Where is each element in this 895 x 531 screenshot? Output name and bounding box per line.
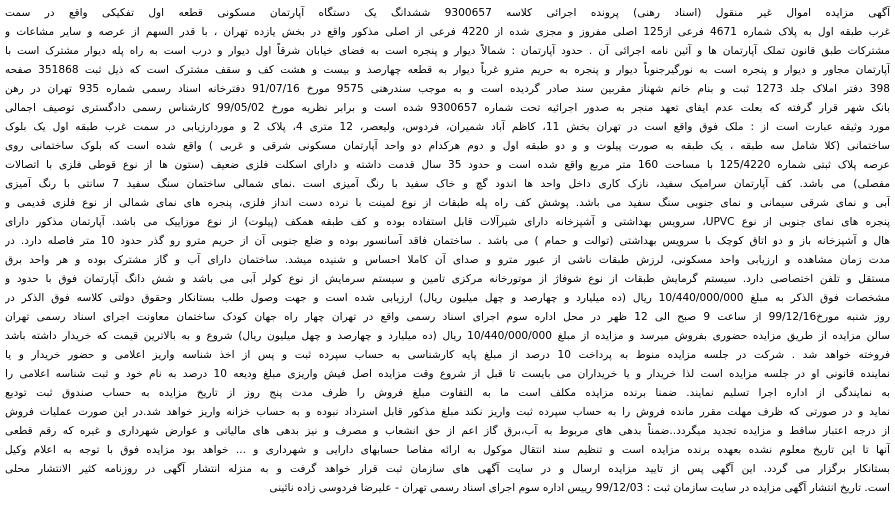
notice-line: آنها تا این تاریخ معلوم نشده بعهده برنده مزایده است و تنظیم سند انتقال موکول به ارائه مفاصا حسابهای دارایی و شهرداری و ... خواهد بود مزایده فوق با توجه به اعلام وکیل [5,444,890,456]
auction-notice-text [5,0,890,498]
notice-line: نماید و در صورتی که ظرف مهلت مقرر مانده فروش را به حساب سپرده ثبت واریز نکند مبلغ مذکور قابل استرداد نبوده و به حساب خزانه واریز خواهد شد.در این صورت عملیات فروش [5,406,890,418]
notice-line: ساختمانی (کلا شامل سه طبقه ، یک طبقه به صورت پیلوت و و دو طبقه اول و دوم هرکدام دو واحد آپارتمان مسکونی شرقی و غربی ) واقع شده است که بلوک ساختمانی روی [5,140,890,152]
notice-line: مفصلی) می باشد. کف آپارتمان سرامیک سفید، نازک کاری داخل واحد ها اندود گچ و خاک سفید با رنگ آمیزی است .نمای شمالی ساختمان سنگ سفید 7 سانتی با رنگ آمیزی [5,178,890,190]
notice-line: از درجه اعتبار ساقط و مزایده تجدید میگردد..ضمناً بدهی های مربوط به آب،برق گاز اعم از حق انشعاب و مصرف و نیز بدهی های مالیاتی و عوارض شهرداری و غیره که رقم قطعی [5,425,890,437]
notice-line: مدت زمان مشاهده و ارزیابی واحد مسکونی، لرزش طبقات ناشی از عبور مترو و صدای آن کاملا احساس و شنیده میشد. ساختمان دارای آب و گاز مشترک بوده و هر واحد برق [5,254,890,266]
notice-line-last: است. تاریخ انتشار آگهی مزایده در سایت سازمان ثبت : 99/12/03 رییس اداره سوم اجرای اسناد رسمی تهران - علیرضا فردوسی زاده نائینی [269,482,890,494]
notice-line: غرب طبقه اول به پلاک شماره 4671 فرعی از125 اصلی مفروز و مجزی شده از 4220 فرعی از اصلی مذکور واقع در بخش یازده تهران ، با قدر السهم از عرصه و سایر مشاعات و [5,26,890,38]
notice-line: مورد وثیقه عبارت است از : ملک فوق واقع است در تهران بخش 11، کاظم آباد شمیران، فردوس، ولیعصر، 12 متری 4، پلاک 2 و موردارزیابی در سمت غرب طبقه اول یک بلوک [5,121,890,133]
notice-line: فروخته خواهد شد . شرکت در جلسه مزایده منوط به پرداخت 10 درصد از مبلغ پایه کارشناسی به حساب سپرده ثبت و پس از اخذ شناسه واریز اعلامی و حضور خریدار و یا [5,349,890,361]
notice-line: آپارتمان مجاور و دیوار و پنجره است به نورگیرجنوباً دیوار و پنجره به حریم مترو غرباً دیوار به قطعه چهارصد و بیست و هشت کف و سقف مشترک است که ذیل ثبت 351868 صفحه [5,64,890,76]
notice-line: مشخصات فوق الذکر به مبلغ 10/440/000/000 ریال (ده میلیارد و چهارصد و چهل میلیون ریال) ارزیابی شده است و جهت وصول طلب بستانکار وحقوق دولتی کلاسه فوق الذکر در [5,292,890,304]
notice-line: آگهی مزایده اموال غیر منقول (اسناد رهنی) پرونده اجرائی کلاسه 9300657 ششدانگ یک دستگاه آپارتمان مسکونی قطعه اول تفکیکی واقع در سمت [5,7,890,19]
notice-line: مستقل و تلفن اختصاصی دارد. سیستم گرمایش طبقات از نوع شوفاژ از موتورخانه مرکزی تامین و سیستم سرمایش از نوع کولر آبی می باشد و شش دانگ آپارتمان فوق با حدود و [5,273,890,285]
notice-line: بستانکار برگزار می گردد. این آگهی پس از تایید مزایده ارسال و در سایت آگهی های سازمان ثبت قرار خواهد گرفت و به منزله انتشار آگهی در روزنامه کثیر الانتشار محلی [5,463,890,475]
notice-line: عرصه پلاک ثبتی شماره 125/4220 با مساحت 160 متر مربع واقع شده است و حدود 35 سال قدمت داشته و دارای اسکلت فلزی ضعیف (ستون ها از نوع قوطی فلزی با اتصالات [5,159,890,171]
notice-line: پنجره های نمای جنوبی از نوع UPVC، سرویس بهداشتی و آشپزخانه دارای شیرآلات قابل استفاده بوده و کف طبقه همکف (پیلوت) از نوع موزاییک می باشد. آپارتمان مذکور دارای [5,216,890,228]
notice-line: هال و آشپزخانه باز و دو اتاق کوچک با سرویس بهداشتی (توالت و حمام ) می باشد . ساختمان فاقد آسانسور بوده و ضلع جنوبی آن از حریم مترو رو گذر حدود 10 متر فاصله دارد. در [5,235,890,247]
notice-line: آبی و نمای شرقی سیمانی و نمای جنوبی سنگ سفید می باشد. پوشش کف راه پله طبقات از نوع لمینت با نرده دست انداز فلزی، پنجره های نمای شمالی از نوع فلزی قدیمی و [5,197,890,209]
notice-line: روز شنبه مورخ99/12/16 از ساعت 9 صبح الی 12 ظهر در محل اداره سوم اجرای اسناد رسمی واقع در تهران چهار راه جهان کودک ساختمان معاونت اجرای اسناد رسمی تهران [5,311,890,323]
notice-line: نماینده قانونی او در جلسه مزایده است لذا خریدار و یا خریداران می بایست تا قبل از شروع وقت مزایده اصل فیش واریزی مبلغ ودیعه 10 درصد به نام خود و ثبت شناسه اعلامی را [5,368,890,380]
notice-line: بانک شهر قرار گرفته که بعلت عدم ایفای تعهد منجر به صدور اجرائیه تحت شماره 9300657 شده است و برابر نظریه مورخ 99/05/02 کارشناس رسمی دادگستری توصیف اجمالی [5,102,890,114]
notice-line: 398 دفتر املاک جلد 1273 ثبت و بنام خانم شهناز مقربین سند صادر گردیده است و به موجب سندرهنی 9575 مورخ 91/07/16 دفترخانه اسناد رسمی شماره 935 تهران در رهن [5,83,890,95]
notice-line: مشترکات طبق قانون تملک آپارتمان ها و آئین نامه اجرائی آن . حدود آپارتمان : شمالاً دیوار و پنجره است به فضای خیابان شرقاً اول دیوار و درب است به راه پله دیوار مشترک است با [5,45,890,57]
notice-line: سالن مزایده از طریق مزایده حضوری بفروش میرسد و مزایده از مبلغ 10/440/000/000 ریال (ده میلیارد و چهارصد و چهل میلیون ریال) شروع و به بالاترین قیمت که خریدار داشته باشد [5,330,890,342]
notice-line: به نمایندگی از اداره اجرا تسلیم نمایند. ضمنا برنده مزایده مکلف است ما به التفاوت مبلغ فروش را ظرف مدت پنج روز از تاریخ مزایده به حساب صندوق ثبت تودیع [5,387,890,399]
